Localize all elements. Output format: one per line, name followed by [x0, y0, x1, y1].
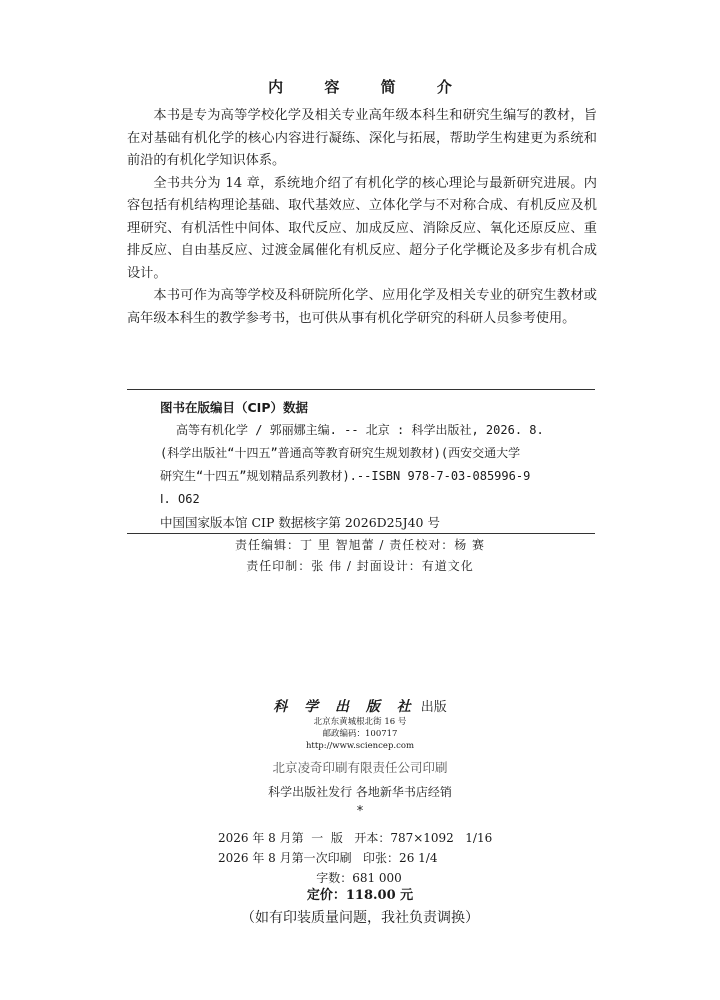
summary-paragraph: 本书可作为高等学校及科研院所化学、应用化学及相关专业的研究生教材或高年级本科生的教学参考书，也可供从事有机化学研究的科研人员参考使用。 — [127, 288, 597, 326]
publisher-address: 北京东黄城根北街 16 号 — [313, 717, 407, 727]
distribution-line: 科学出版社发行 各地新华书店经销 — [268, 785, 452, 799]
cip-heading: 图书在版编目（CIP）数据 — [160, 400, 308, 415]
cip-series-line: (科学出版社“十四五”普通高等教育研究生规划教材)(西安交通大学 — [160, 446, 521, 460]
summary-paragraph: 全书共分为 14 章，系统地介绍了有机化学的核心理论与最新研究进展。内容包括有机结构理论基础、取代基效应、立体化学与不对称合成、有机反应及机理研究、有机活性中间体、取代反应、加成反应、消除反应、氧化还原反应、重排反应、自由基反应、过渡金属催化有机反应、超分子化学概论及多步有机合成设计。 — [127, 175, 597, 281]
separator-star: * — [356, 804, 364, 819]
printing-line: 2026 年 8 月第一次印刷 印张：26 1/4 — [218, 851, 438, 865]
publisher-website: http://www.sciencep.com — [305, 741, 415, 751]
cip-title-line: 高等有机化学 / 郭丽娜主编. -- 北京 : 科学出版社, 2026. 8. — [176, 423, 544, 437]
content-summary — [127, 105, 597, 330]
cip-classification: Ⅰ. O62 — [160, 492, 200, 506]
publisher-postcode: 邮政编码：100717 — [322, 729, 398, 739]
quality-notice: （如有印装质量问题，我社负责调换） — [241, 910, 479, 926]
publisher-logo-text: 科 学 出 版 社 — [273, 699, 417, 715]
divider-top — [127, 389, 595, 390]
publisher-name — [0, 696, 720, 716]
cip-isbn-line: 研究生“十四五”规划精品系列教材).--ISBN 978-7-03-085996-9 — [160, 469, 531, 483]
printer-line: 北京凌奇印刷有限责任公司印刷 — [272, 760, 448, 775]
print-specs — [218, 828, 518, 888]
edition-line: 2026 年 8 月第 一 版 开本：787×1092 1/16 — [218, 831, 493, 845]
publisher-block — [0, 696, 720, 819]
production-credits: 责任印制：张 伟 / 封面设计：有道文化 — [246, 559, 474, 573]
publisher-suffix: 出版 — [420, 700, 447, 715]
cip-verification: 中国国家版本馆 CIP 数据核字第 2026D25J40 号 — [160, 515, 440, 530]
price: 定价：118.00 元 — [306, 888, 414, 903]
editor-credits: 责任编辑：丁 里 智旭蕾 / 责任校对：杨 赛 — [234, 538, 486, 552]
section-title: 内 容 简 介 — [268, 78, 470, 96]
cip-block — [160, 396, 590, 534]
word-count: 字数：681 000 — [316, 871, 402, 885]
divider-bottom — [127, 533, 595, 534]
summary-paragraph: 本书是专为高等学校化学及相关专业高年级本科生和研究生编写的教材，旨在对基础有机化学的核心内容进行凝练、深化与拓展，帮助学生构建更为系统和前沿的有机化学知识体系。 — [127, 108, 597, 168]
